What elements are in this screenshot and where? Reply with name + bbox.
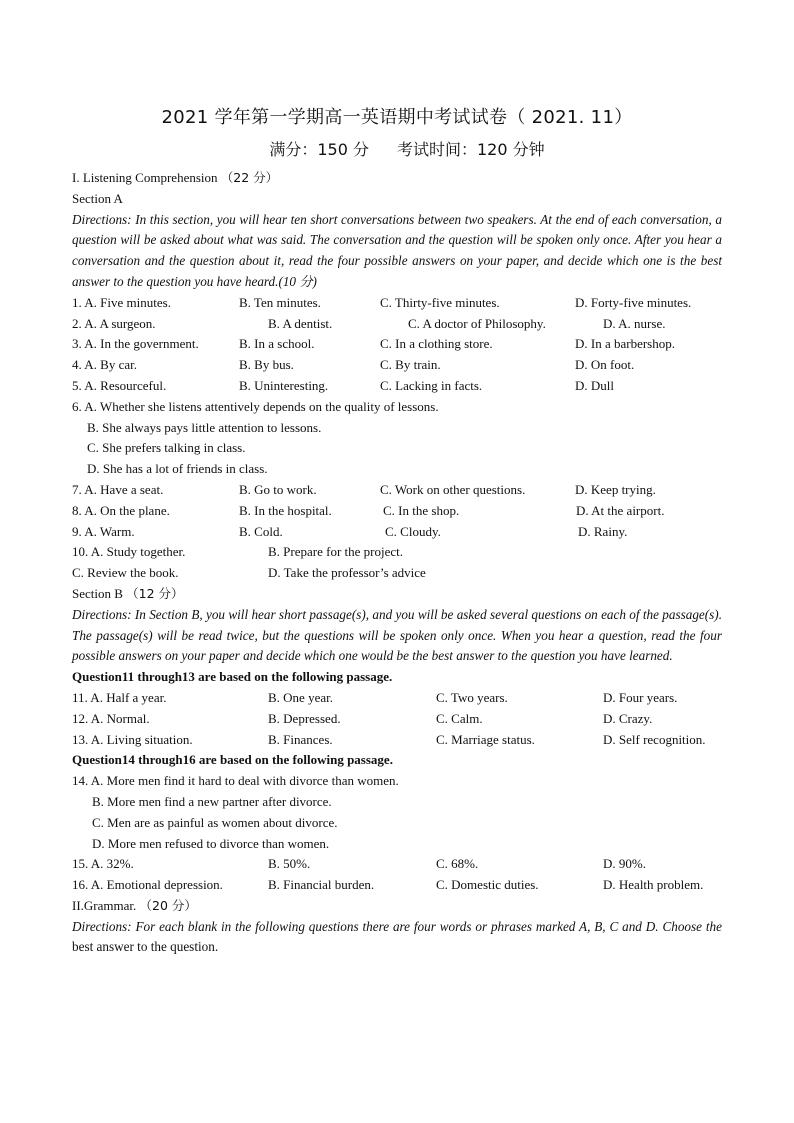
q5-option-b: B. Uninteresting. — [239, 377, 329, 393]
part2-heading — [72, 896, 722, 917]
q2-option-b: B. A dentist. — [268, 315, 333, 331]
q4-option-c: C. By train. — [380, 357, 441, 373]
exam-subtitle — [72, 136, 722, 164]
q12-option-b: B. Depressed. — [268, 710, 341, 726]
question-7 — [72, 480, 722, 501]
q6-option-a: 6. A. Whether she listens attentively depends on the quality of lessons. — [72, 398, 439, 414]
q3-option-d: D. In a barbershop. — [575, 336, 675, 352]
part1-points: （22 分） — [220, 170, 279, 185]
q1-option-d: D. Forty-five minutes. — [575, 294, 692, 310]
q14-option-b: B. More men find a new partner after divorce. — [92, 793, 332, 809]
q1-option-b: B. Ten minutes. — [239, 294, 321, 310]
q10-option-a: 10. A. Study together. — [72, 544, 186, 560]
q16-option-c: C. Domestic duties. — [436, 877, 539, 893]
q9-option-b: B. Cold. — [239, 523, 283, 539]
q3-option-a: 3. A. In the government. — [72, 336, 199, 352]
q4-option-a: 4. A. By car. — [72, 357, 137, 373]
q11-option-c: C. Two years. — [436, 689, 508, 705]
question-12 — [72, 709, 722, 730]
q5-option-c: C. Lacking in facts. — [380, 377, 483, 393]
question-16 — [72, 875, 722, 896]
q9-option-a: 9. A. Warm. — [72, 523, 135, 539]
section-b-heading-text: Section B — [72, 585, 123, 601]
part2-points: （20 分） — [139, 897, 197, 913]
part1-heading-text: I. Listening Comprehension — [72, 170, 218, 185]
passage-2-heading: Question14 through16 are based on the following passage. — [72, 752, 393, 768]
question-3 — [72, 334, 722, 355]
question-6-a — [72, 397, 722, 418]
q13-option-c: C. Marriage status. — [436, 731, 535, 747]
question-14-d — [72, 834, 722, 855]
part2-directions-tail: best answer to the question. — [72, 939, 219, 955]
question-8 — [72, 501, 722, 522]
q11-option-b: B. One year. — [268, 689, 333, 705]
section-b-heading — [72, 584, 722, 605]
q8-option-c: C. In the shop. — [383, 502, 460, 518]
q9-option-d: D. Rainy. — [578, 523, 628, 539]
question-1 — [72, 293, 722, 314]
q10-option-b: B. Prepare for the project. — [268, 544, 404, 560]
question-10-cd — [72, 563, 722, 584]
q8-option-a: 8. A. On the plane. — [72, 502, 170, 518]
q7-option-b: B. Go to work. — [239, 481, 317, 497]
q2-option-c: C. A doctor of Philosophy. — [408, 315, 546, 331]
q12-option-a: 12. A. Normal. — [72, 710, 150, 726]
question-14-a — [72, 771, 722, 792]
exam-title: 2021 学年第一学期高一英语期中考试试卷（ 2021. 11） — [161, 107, 633, 128]
q1-option-a: 1. A. Five minutes. — [72, 294, 171, 310]
q13-option-a: 13. A. Living situation. — [72, 731, 193, 747]
q5-option-a: 5. A. Resourceful. — [72, 377, 167, 393]
q15-option-d: D. 90%. — [603, 856, 646, 872]
question-14-b — [72, 792, 722, 813]
q8-option-b: B. In the hospital. — [239, 502, 332, 518]
part2-directions — [72, 917, 722, 959]
q10-option-c: C. Review the book. — [72, 565, 179, 581]
passage-1-heading: Question11 through13 are based on the following passage. — [72, 669, 393, 685]
section-b-directions: Directions: In Section B, you will hear short passage(s), and you will be asked several questions on each of the passage(s). The passage(s) will be read twice, but the questions will be spoken only once. When you hear a question, read the four possible answers on your paper and decide which one would be the best answer to the question you have learned. — [72, 606, 722, 664]
q8-option-d: D. At the airport. — [576, 502, 665, 518]
q16-option-d: D. Health problem. — [603, 877, 704, 893]
exam-time: 考试时间：120 分钟 — [397, 140, 545, 159]
q4-option-b: B. By bus. — [239, 357, 294, 373]
q14-option-d: D. More men refused to divorce than women. — [92, 835, 330, 851]
q12-option-d: D. Crazy. — [603, 710, 653, 726]
part2-heading-text: II.Grammar. — [72, 897, 137, 913]
q1-option-c: C. Thirty-five minutes. — [380, 294, 500, 310]
q14-option-c: C. Men are as painful as women about divorce. — [92, 814, 338, 830]
q16-option-b: B. Financial burden. — [268, 877, 375, 893]
part2-directions-italic: Directions: For each blank in the following questions there are four words or phrases marked A, B, C and D. Choose the — [72, 918, 722, 934]
question-13 — [72, 730, 722, 751]
question-6-b — [72, 418, 722, 439]
q15-option-c: C. 68%. — [436, 856, 479, 872]
q5-option-d: D. Dull — [575, 377, 614, 393]
q6-option-d: D. She has a lot of friends in class. — [87, 461, 268, 477]
exam-page — [72, 104, 722, 958]
q3-option-b: B. In a school. — [239, 336, 315, 352]
question-6-c — [72, 438, 722, 459]
q9-option-c: C. Cloudy. — [385, 523, 441, 539]
q11-option-d: D. Four years. — [603, 689, 678, 705]
full-score: 满分：150 分 — [269, 140, 369, 159]
section-b-points: （12 分） — [126, 585, 184, 601]
question-11 — [72, 688, 722, 709]
q14-option-a: 14. A. More men find it hard to deal with divorce than women. — [72, 773, 399, 789]
q2-option-d: D. A. nurse. — [603, 315, 666, 331]
question-5 — [72, 376, 722, 397]
question-10-ab — [72, 542, 722, 563]
q15-option-a: 15. A. 32%. — [72, 856, 134, 872]
section-a-directions: Directions: In this section, you will hear ten short conversations between two speakers. At the end of each conversation, a question will be asked about what was said. The conversation and the question will be spoken only once. After you hear a conversation and the question about it, read the four possible answers on your paper, and decide which one is the best answer to the question you have heard.(10 分) — [72, 211, 722, 289]
question-4 — [72, 355, 722, 376]
q11-option-a: 11. A. Half a year. — [72, 689, 167, 705]
section-a-heading: Section A — [72, 190, 123, 206]
q15-option-b: B. 50%. — [268, 856, 311, 872]
q10-option-d: D. Take the professor’s advice — [268, 565, 426, 581]
q6-option-c: C. She prefers talking in class. — [87, 440, 246, 456]
q6-option-b: B. She always pays little attention to lessons. — [87, 419, 322, 435]
q16-option-a: 16. A. Emotional depression. — [72, 877, 223, 893]
part1-heading — [72, 168, 722, 189]
q7-option-d: D. Keep trying. — [575, 481, 656, 497]
q7-option-a: 7. A. Have a seat. — [72, 481, 164, 497]
q4-option-d: D. On foot. — [575, 357, 635, 373]
q7-option-c: C. Work on other questions. — [380, 481, 526, 497]
q2-option-a: 2. A. A surgeon. — [72, 315, 156, 331]
question-2 — [72, 314, 722, 335]
question-9 — [72, 522, 722, 543]
question-14-c — [72, 813, 722, 834]
q3-option-c: C. In a clothing store. — [380, 336, 493, 352]
q13-option-b: B. Finances. — [268, 731, 333, 747]
q12-option-c: C. Calm. — [436, 710, 483, 726]
q13-option-d: D. Self recognition. — [603, 731, 706, 747]
question-15 — [72, 854, 722, 875]
question-6-d — [72, 459, 722, 480]
